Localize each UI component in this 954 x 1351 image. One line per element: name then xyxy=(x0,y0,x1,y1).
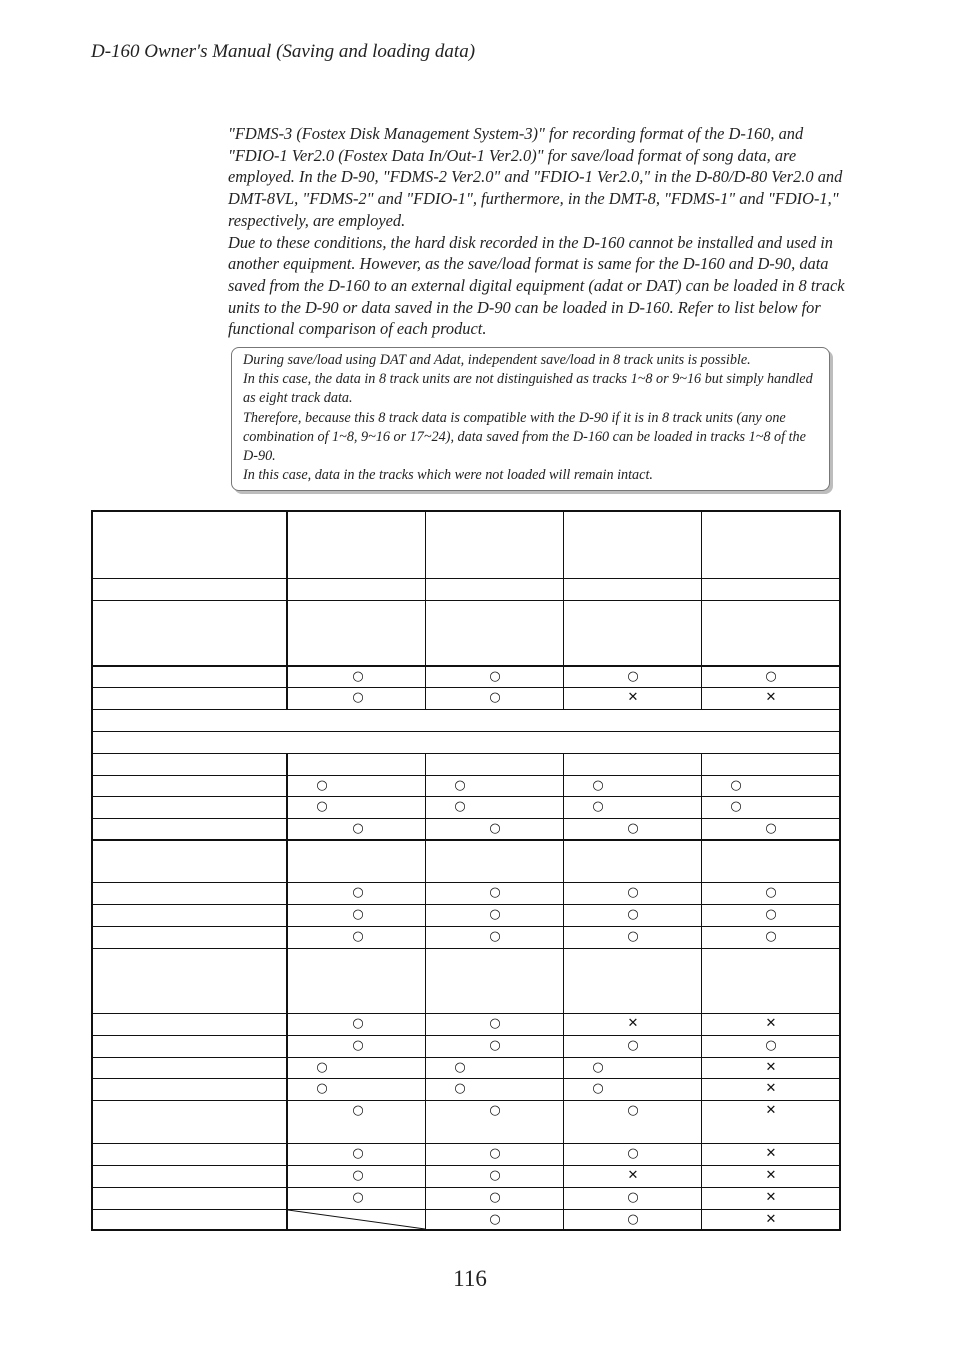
circle-mark-icon xyxy=(765,908,777,921)
table-cell xyxy=(286,1079,425,1100)
table-row xyxy=(93,1165,839,1187)
table-cell xyxy=(425,601,563,665)
circle-mark-icon xyxy=(627,930,639,943)
row-label-cell xyxy=(93,797,286,818)
table-cell xyxy=(286,512,425,578)
table-cell xyxy=(563,776,701,796)
circle-mark-icon xyxy=(489,1017,501,1030)
table-cell xyxy=(425,819,563,839)
comparison-table xyxy=(91,510,841,1231)
row-label-cell xyxy=(93,601,286,665)
circle-mark-icon xyxy=(765,1039,777,1052)
table-cell xyxy=(286,883,425,904)
table-row xyxy=(93,775,839,796)
table-cell xyxy=(701,667,839,687)
circle-mark-icon xyxy=(316,1061,328,1074)
circle-mark-icon xyxy=(454,800,466,813)
table-cell xyxy=(563,1101,701,1143)
table-cell xyxy=(563,512,701,578)
table-cell xyxy=(563,1166,701,1187)
table-cell xyxy=(425,841,563,882)
table-cell xyxy=(286,1166,425,1187)
table-cell xyxy=(286,1144,425,1165)
table-cell xyxy=(425,688,563,709)
table-cell xyxy=(425,1166,563,1187)
circle-mark-icon xyxy=(489,1191,501,1204)
table-cell xyxy=(563,1210,701,1229)
circle-mark-icon xyxy=(489,886,501,899)
table-cell xyxy=(425,776,563,796)
table-cell xyxy=(701,1058,839,1078)
circle-mark-icon xyxy=(592,1061,604,1074)
table-cell xyxy=(563,1188,701,1209)
cross-mark-icon xyxy=(765,1017,777,1030)
circle-mark-icon xyxy=(352,1017,364,1030)
note-line: In this case, data in the tracks which were not loaded will remain intact. xyxy=(243,467,653,484)
row-label-cell xyxy=(93,1144,286,1165)
intro-text xyxy=(228,123,846,340)
table-cell xyxy=(286,688,425,709)
note-box xyxy=(231,347,830,491)
diagonal-slash-icon xyxy=(288,1210,425,1229)
row-label-cell xyxy=(93,819,286,839)
circle-mark-icon xyxy=(352,908,364,921)
circle-mark-icon xyxy=(489,1213,501,1226)
circle-mark-icon xyxy=(627,886,639,899)
row-label-cell xyxy=(93,579,286,600)
table-cell xyxy=(286,1036,425,1057)
circle-mark-icon xyxy=(765,670,777,683)
table-cell xyxy=(286,1101,425,1143)
table-row xyxy=(93,904,839,926)
cross-mark-icon xyxy=(765,1213,777,1226)
cross-mark-icon xyxy=(765,1169,777,1182)
row-label-cell xyxy=(93,1101,286,1143)
table-cell xyxy=(701,1188,839,1209)
row-label-cell xyxy=(93,1036,286,1057)
row-label-cell xyxy=(93,688,286,709)
table-row xyxy=(93,578,839,600)
circle-mark-icon xyxy=(352,1104,364,1117)
table-cell xyxy=(701,1166,839,1187)
table-cell xyxy=(286,776,425,796)
table-cell xyxy=(701,905,839,926)
table-cell xyxy=(563,905,701,926)
table-cell xyxy=(286,905,425,926)
circle-mark-icon xyxy=(730,800,742,813)
table-row xyxy=(93,1209,839,1229)
row-label-cell xyxy=(93,1188,286,1209)
table-cell xyxy=(425,927,563,948)
table-cell xyxy=(701,601,839,665)
table-row xyxy=(93,1143,839,1165)
table-row xyxy=(93,1078,839,1100)
page-header: D-160 Owner's Manual (Saving and loading data) xyxy=(91,41,476,62)
intro-paragraph: "FDMS-3 (Fostex Disk Management System-3)" for recording format of the D-160, and "FDIO-1 Ver2.0 (Fostex Data In/Out-1 Ver2.0)" for save/load format of song data, are employed. In the D-90, "FDMS-2 Ver2.0" and "FDIO-1 Ver2.0," in the D-80/D-80 Ver2.0 and DMT-8VL, "FDMS-2" and "FDIO-1", furthermore, in the DMT-8, "FDMS-1" and "FDIO-1," respectively, are employed. xyxy=(228,124,843,230)
table-row xyxy=(93,1100,839,1143)
table-row xyxy=(93,882,839,904)
circle-mark-icon xyxy=(352,1169,364,1182)
circle-mark-icon xyxy=(592,1082,604,1095)
table-cell xyxy=(701,776,839,796)
circle-mark-icon xyxy=(765,930,777,943)
row-label-cell xyxy=(93,949,286,1013)
circle-mark-icon xyxy=(489,691,501,704)
page-number: 116 xyxy=(453,1266,487,1291)
note-line: During save/load using DAT and Adat, independent save/load in 8 track units is possible. xyxy=(243,352,751,368)
table-cell xyxy=(563,841,701,882)
table-cell xyxy=(563,819,701,839)
circle-mark-icon xyxy=(454,779,466,792)
table-cell xyxy=(701,1144,839,1165)
row-label-cell xyxy=(93,776,286,796)
table-cell xyxy=(425,1210,563,1229)
circle-mark-icon xyxy=(627,1039,639,1052)
table-cell xyxy=(425,667,563,687)
table-row xyxy=(93,818,839,839)
table-cell xyxy=(563,1144,701,1165)
circle-mark-icon xyxy=(316,800,328,813)
row-label-cell xyxy=(93,1014,286,1035)
table-cell xyxy=(701,1101,839,1143)
table-cell xyxy=(701,754,839,775)
table-cell xyxy=(425,905,563,926)
row-label-cell xyxy=(93,667,286,687)
table-row xyxy=(93,839,839,882)
table-cell xyxy=(425,1014,563,1035)
intro-paragraph: Due to these conditions, the hard disk recorded in the D-160 cannot be installed and used in another equipment. However, as the save/load format is same for the D-160 and D-90, data saved from the D-160 to an external digital equipment (adat or DAT) can be loaded in 8 track units to the D-90 or data saved in the D-90 can be loaded in D-160. Refer to list below for functional comparison of each product. xyxy=(228,232,845,339)
circle-mark-icon xyxy=(592,779,604,792)
table-row xyxy=(93,1013,839,1035)
table-cell xyxy=(701,949,839,1013)
circle-mark-icon xyxy=(454,1061,466,1074)
circle-mark-icon xyxy=(627,908,639,921)
circle-mark-icon xyxy=(765,886,777,899)
table-cell xyxy=(425,1101,563,1143)
table-cell xyxy=(286,1014,425,1035)
circle-mark-icon xyxy=(765,822,777,835)
note-line: In this case, the data in 8 track units are not distinguished as tracks 1~8 or 9~16 but simply handled as eight track data. xyxy=(243,371,813,407)
table-cell xyxy=(701,579,839,600)
row-label-cell xyxy=(93,1079,286,1100)
table-cell xyxy=(701,883,839,904)
circle-mark-icon xyxy=(316,779,328,792)
table-cell xyxy=(286,797,425,818)
circle-mark-icon xyxy=(352,1039,364,1052)
cross-mark-icon xyxy=(765,1082,777,1095)
table-cell xyxy=(563,601,701,665)
table-cell xyxy=(563,1079,701,1100)
circle-mark-icon xyxy=(489,1104,501,1117)
circle-mark-icon xyxy=(489,1039,501,1052)
table-row xyxy=(93,687,839,709)
table-cell xyxy=(701,819,839,839)
table-cell xyxy=(425,1036,563,1057)
table-cell xyxy=(286,601,425,665)
circle-mark-icon xyxy=(454,1082,466,1095)
cross-mark-icon xyxy=(765,691,777,704)
table-cell xyxy=(286,667,425,687)
circle-mark-icon xyxy=(592,800,604,813)
circle-mark-icon xyxy=(489,908,501,921)
table-cell xyxy=(701,688,839,709)
circle-mark-icon xyxy=(627,670,639,683)
table-cell xyxy=(286,1188,425,1209)
cross-mark-icon xyxy=(765,1104,777,1117)
table-row xyxy=(93,753,839,775)
cross-mark-icon xyxy=(627,691,639,704)
circle-mark-icon xyxy=(627,822,639,835)
table-row xyxy=(93,1057,839,1078)
table-cell xyxy=(286,949,425,1013)
table-cell xyxy=(701,512,839,578)
row-label-cell xyxy=(93,754,286,775)
cross-mark-icon xyxy=(627,1169,639,1182)
table-cell xyxy=(563,1014,701,1035)
table-cell xyxy=(425,1079,563,1100)
table-cell xyxy=(701,1079,839,1100)
row-label-cell xyxy=(93,841,286,882)
circle-mark-icon xyxy=(352,1191,364,1204)
table-cell xyxy=(563,688,701,709)
cross-mark-icon xyxy=(765,1061,777,1074)
circle-mark-icon xyxy=(489,1147,501,1160)
circle-mark-icon xyxy=(730,779,742,792)
table-cell xyxy=(701,1210,839,1229)
row-label-cell xyxy=(93,512,286,578)
cross-mark-icon xyxy=(627,1017,639,1030)
table-row xyxy=(93,926,839,948)
table-row xyxy=(93,512,839,578)
circle-mark-icon xyxy=(627,1191,639,1204)
table-cell xyxy=(701,1014,839,1035)
table-cell xyxy=(563,797,701,818)
table-cell xyxy=(286,754,425,775)
table-cell xyxy=(701,1036,839,1057)
table-cell xyxy=(563,883,701,904)
table-cell xyxy=(425,579,563,600)
circle-mark-icon xyxy=(627,1104,639,1117)
table-cell xyxy=(286,1210,425,1229)
table-cell xyxy=(425,1058,563,1078)
table-row xyxy=(93,948,839,1013)
circle-mark-icon xyxy=(352,1147,364,1160)
circle-mark-icon xyxy=(489,822,501,835)
table-cell xyxy=(425,1188,563,1209)
table-cell xyxy=(425,797,563,818)
circle-mark-icon xyxy=(627,1213,639,1226)
row-label-cell xyxy=(93,1210,286,1229)
table-cell xyxy=(701,797,839,818)
table-cell xyxy=(563,754,701,775)
row-label-cell xyxy=(93,883,286,904)
table-cell xyxy=(563,927,701,948)
table-row xyxy=(93,1187,839,1209)
table-cell xyxy=(563,579,701,600)
table-cell xyxy=(563,1036,701,1057)
table-cell xyxy=(563,667,701,687)
circle-mark-icon xyxy=(489,1169,501,1182)
table-span-cell xyxy=(93,732,839,753)
table-row xyxy=(93,665,839,687)
table-cell xyxy=(286,841,425,882)
circle-mark-icon xyxy=(352,930,364,943)
circle-mark-icon xyxy=(316,1082,328,1095)
row-label-cell xyxy=(93,927,286,948)
table-row xyxy=(93,1035,839,1057)
circle-mark-icon xyxy=(489,670,501,683)
table-cell xyxy=(286,819,425,839)
circle-mark-icon xyxy=(352,886,364,899)
circle-mark-icon xyxy=(352,822,364,835)
cross-mark-icon xyxy=(765,1191,777,1204)
table-cell xyxy=(563,1058,701,1078)
table-row xyxy=(93,600,839,665)
table-cell xyxy=(701,927,839,948)
note-line: Therefore, because this 8 track data is compatible with the D-90 if it is in 8 track units (any one combination of 1~8, 9~16 or 17~24), data saved from the D-160 can be loaded in tracks 1~8 of the D-90. xyxy=(243,409,806,465)
row-label-cell xyxy=(93,1166,286,1187)
table-cell xyxy=(563,949,701,1013)
table-cell xyxy=(425,512,563,578)
cross-mark-icon xyxy=(765,1147,777,1160)
circle-mark-icon xyxy=(352,670,364,683)
table-cell xyxy=(286,1058,425,1078)
table-span-cell xyxy=(93,710,839,731)
table-cell xyxy=(425,883,563,904)
circle-mark-icon xyxy=(489,930,501,943)
circle-mark-icon xyxy=(627,1147,639,1160)
table-cell xyxy=(701,841,839,882)
table-row xyxy=(93,731,839,753)
table-cell xyxy=(425,949,563,1013)
row-label-cell xyxy=(93,905,286,926)
table-row xyxy=(93,709,839,731)
circle-mark-icon xyxy=(352,691,364,704)
table-cell xyxy=(286,927,425,948)
table-cell xyxy=(425,754,563,775)
table-cell xyxy=(286,579,425,600)
table-row xyxy=(93,796,839,818)
row-label-cell xyxy=(93,1058,286,1078)
table-cell xyxy=(425,1144,563,1165)
